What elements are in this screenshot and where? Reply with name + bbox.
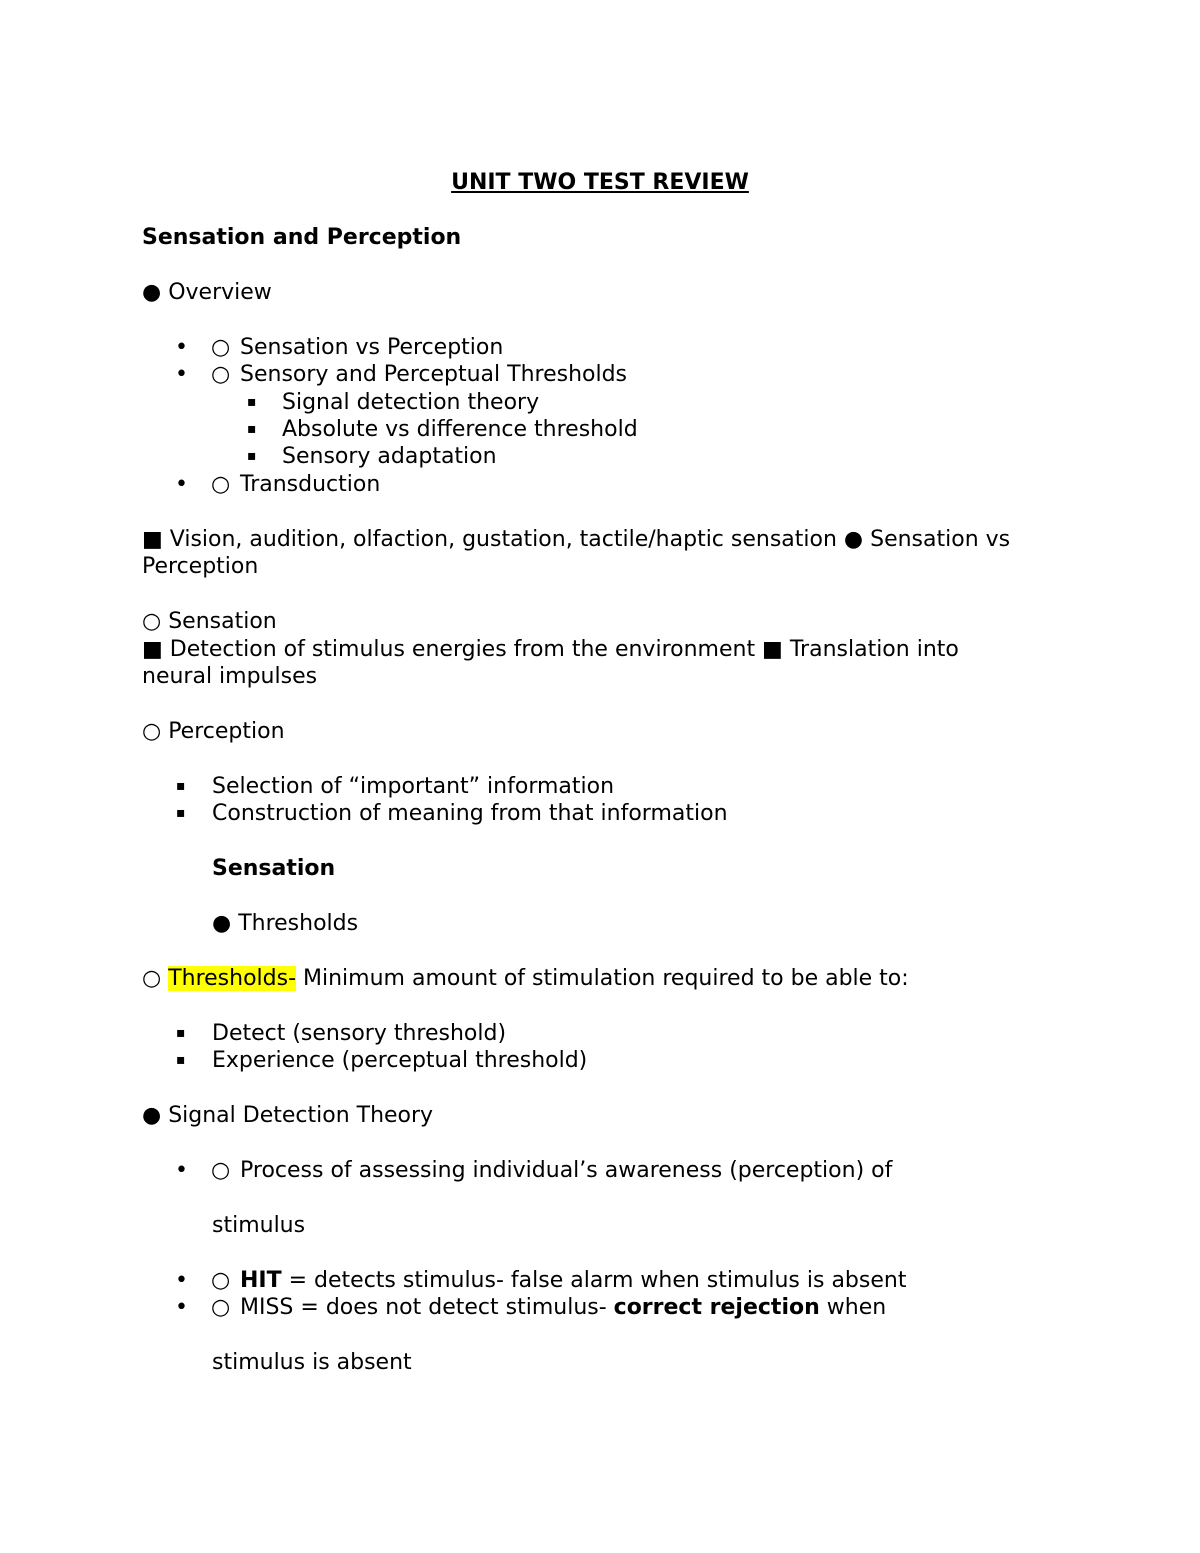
highlighted-term: Thresholds- [168, 966, 297, 991]
list-item-text: Construction of meaning from that information [212, 801, 728, 826]
overview-label: Overview [168, 280, 272, 305]
senses-line-2: Perception [142, 554, 259, 579]
thresholds-definition [142, 965, 909, 992]
list-item-text: Sensory adaptation [282, 444, 497, 469]
bold-term: correct rejection [613, 1295, 820, 1320]
square-bullet: ▪ [176, 805, 186, 821]
circle-marker: ○ [142, 966, 162, 991]
perception-heading: ○ Perception [142, 719, 285, 744]
bullet-marker: • [175, 1268, 188, 1293]
list-item-text: Sensation vs Perception [240, 335, 504, 360]
definition-text: Minimum amount of stimulation required to be able to: [296, 966, 909, 991]
circle-marker: ○ [211, 1268, 231, 1293]
square-bullet: ▪ [247, 448, 257, 464]
sdt-heading: ● Signal Detection Theory [142, 1103, 434, 1128]
list-item-continuation: stimulus [212, 1213, 306, 1238]
circle-marker: ○ [211, 1158, 231, 1183]
circle-marker: ○ [211, 335, 231, 360]
square-bullet: ▪ [176, 1052, 186, 1068]
list-item-text: Process of assessing individual’s awareness (perception) of [240, 1158, 893, 1183]
list-item-text: Experience (perceptual threshold) [212, 1048, 588, 1073]
bold-term: HIT [240, 1268, 282, 1293]
senses-line-1: ■ Vision, audition, olfaction, gustation, tactile/haptic sensation ● Sensation vs [142, 527, 1011, 552]
square-bullet: ▪ [176, 1025, 186, 1041]
document-title: UNIT TWO TEST REVIEW [451, 170, 749, 195]
list-item-text [240, 1267, 906, 1294]
circle-marker: ○ [211, 362, 231, 387]
circle-marker: ○ [211, 1295, 231, 1320]
item-text-before: MISS = does not detect stimulus- [240, 1295, 614, 1320]
item-text-after: when [819, 1295, 887, 1320]
bullet-marker: • [175, 362, 188, 387]
sensation-heading: ○ Sensation [142, 609, 277, 634]
list-item-continuation: stimulus is absent [212, 1350, 412, 1375]
list-item-text [240, 1294, 886, 1321]
section-heading: Sensation and Perception [142, 225, 462, 250]
circle-marker: ○ [211, 472, 231, 497]
item-text: = detects stimulus- false alarm when stimulus is absent [281, 1268, 907, 1293]
list-item-text: Detect (sensory threshold) [212, 1021, 507, 1046]
square-bullet: ▪ [247, 421, 257, 437]
list-item-text: Signal detection theory [282, 390, 540, 415]
square-bullet: ▪ [176, 778, 186, 794]
bullet-marker: • [175, 1158, 188, 1183]
list-item-text: Selection of “important” information [212, 774, 615, 799]
list-item-text: Sensory and Perceptual Thresholds [240, 362, 628, 387]
list-item-text: Transduction [240, 472, 381, 497]
bullet-marker: • [175, 472, 188, 497]
list-item-text: Absolute vs difference threshold [282, 417, 638, 442]
square-bullet: ▪ [247, 394, 257, 410]
sensation-line-1: ■ Detection of stimulus energies from the environment ■ Translation into [142, 637, 959, 662]
sensation-line-2: neural impulses [142, 664, 318, 689]
sensation-subheading: Sensation [212, 856, 336, 881]
bullet-marker: • [175, 335, 188, 360]
bullet-marker: • [175, 1295, 188, 1320]
thresholds-bullet: ● Thresholds [212, 911, 359, 936]
overview-line [142, 279, 272, 306]
bullet-marker: ● [142, 280, 162, 305]
